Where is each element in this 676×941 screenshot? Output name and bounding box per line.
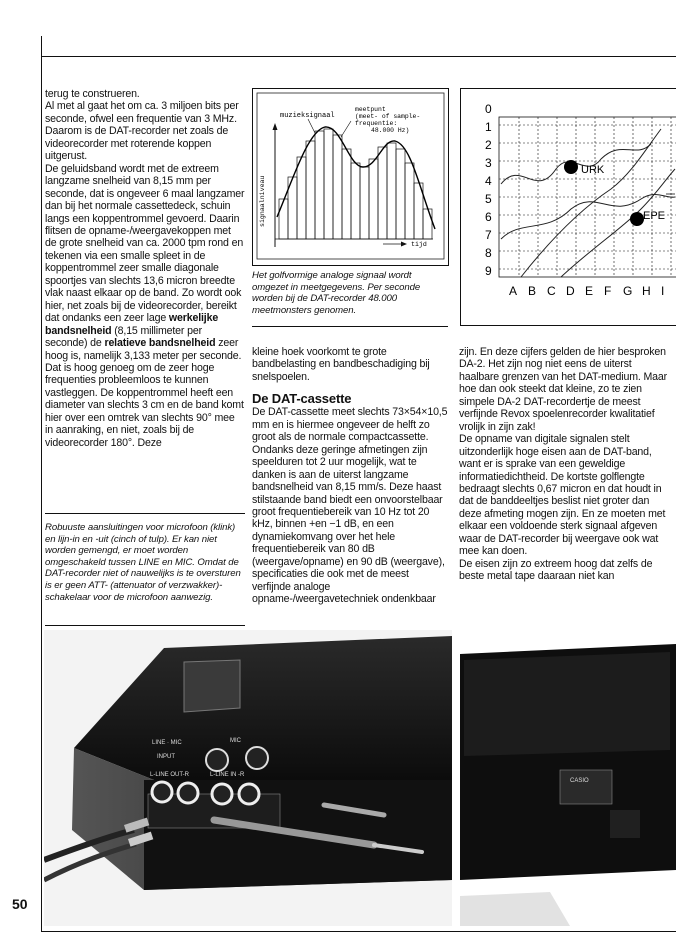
map-col-label: H — [642, 284, 651, 298]
map-col-label: C — [547, 284, 556, 298]
bold-term-2: relatieve bandsnelheid — [104, 337, 216, 350]
col2-paragraph-2: De DAT-cassette meet slechts 73×54×10,5 mm en is hiermee ongeveer de helft zo groot als de normale compactcassette. Ondanks deze geringe afmetingen zijn speelduren tot 2 uur mogelijk, wat te danken is aan de uiterst langzame bandsnelheid van 8,15 mm/s. Deze haast stilstaande band biedt een onvoorstelbaar groot frequentiebereik van 10 Hz tot 20 kHz, binnen +en −1 dB, en een dynamiekomvang over het hele frequentiebereik van 80 dB (weergave/opname) en 90 dB (weergave), specificaties die ook met de meest verfijnde analoge opname-/weergavetechniek ondenkbaar — [252, 406, 448, 606]
graph-ylabel: signaalniveau — [259, 175, 266, 227]
graph-xlabel: tijd — [411, 241, 427, 248]
map-col-label: D — [566, 284, 575, 298]
rca-line-out-l — [152, 782, 172, 802]
side-photo — [460, 630, 676, 926]
map-road-4 — [561, 169, 675, 277]
label-line-out: L-LINE OUT-R — [150, 772, 190, 778]
sampling-graph — [253, 89, 448, 265]
graph-label-signal: muzieksignaal — [280, 112, 335, 120]
graph-caption-rule — [252, 326, 448, 327]
bottom-rule — [41, 931, 676, 932]
map-road-3 — [521, 129, 661, 277]
sampling-graph-figure — [252, 88, 449, 266]
map-point-urk — [564, 160, 578, 174]
label-line-in: L-LINE IN -R — [210, 772, 245, 778]
map-row-label: 3 — [485, 156, 492, 170]
map-row-label: 1 — [485, 120, 492, 134]
map-col-label: E — [585, 284, 594, 298]
graph-caption: Het golfvormige analoge signaal wordt omgezet in meetgegevens. Per seconde worden bij de DAT-recorder 48.000 meetmonsters genomen. — [252, 270, 421, 316]
map-col-label: F — [604, 284, 612, 298]
map-row-label: 8 — [485, 246, 492, 260]
map-label-urk: URK — [581, 164, 605, 176]
map-col-label: B — [528, 284, 537, 298]
column-1 — [45, 88, 245, 449]
column-3 — [459, 346, 673, 583]
col1-paragraph-2: Al met al gaat het om ca. 3 miljoen bits per seconde, ofwel een frequentie van 3 MHz. Daarom is de DAT-recorder net zoals de videorecorder met roterende koppen uitgerust. — [45, 100, 239, 163]
caption-rule-bottom — [45, 625, 245, 626]
col3-paragraph-3: De eisen zijn zo extreem hoog dat zelfs de beste metal tape daaraan niet kan — [459, 557, 653, 583]
map-col-label: G — [623, 284, 633, 298]
page-number: 50 — [12, 896, 28, 912]
map-row-label: 5 — [485, 192, 492, 206]
photo-caption: Robuuste aansluitingen voor microfoon (klink) en lijn-in en -uit (cinch of tulp). Er kan niet worden gemengd, er moet worden omgeschakeld tussen LINE en MIC. Omdat de DAT-recorder niet of nauwelijks is te oversturen is er geen ATT- (attenuator of verzwakker)-schakelaar voor de microfoon aanwezig. — [45, 522, 241, 603]
map-figure — [460, 88, 676, 326]
section-heading: De DAT-cassette — [252, 391, 352, 407]
col1-paragraph-1: terug te construeren. — [45, 88, 140, 100]
mic-jack-left — [206, 749, 228, 771]
map-label-epe: EPE — [643, 210, 666, 222]
label-line-mic: LINE · MIC — [152, 740, 182, 746]
col2-paragraph-1: kleine hoek voorkomt te grote bandbelasting en bandbeschadiging bij snelspoelen. — [252, 346, 430, 383]
col1-paragraph-3: De geluidsband wordt met de extreem langzame snelheid van 8,15 mm per seconde, dat is ongeveer 6 maal langzamer dan bij het normale cassettedeck, schuin langs een koppentrommel gevoerd. Daarin flitsen de opname-/weergavekoppen met de grote snelheid van ca. 2000 tpm rond en tekenen via een smalle spleet in de koppentrommel zeer smalle diagonale spoortjes van slechts 13,6 micron breedte vlak naast elkaar op de band. Zo wordt ook hier, net zoals bij de videorecorder, bereikt dat ondanks een zeer lage werkelijke bandsnelheid (8,15 millimeter per seconde) de relatieve bandsnelheid zeer hoog is, namelijk 3,133 meter per seconde. Dat is hoog genoeg om de zeer hoge frequenties probleemloos te kunnen vastleggen. De koppentrommel heeft een diameter van slechts 3 cm en de band komt hier over een omtrek van slechts 90° mee in aanraking, en niet, zoals bij de videorecorder 180°. Deze — [45, 162, 245, 449]
map-col-label: I — [661, 284, 665, 298]
rca-line-out-r — [178, 783, 198, 803]
map-row-label: 7 — [485, 228, 492, 242]
recorder-photo — [44, 630, 452, 926]
rca-line-in-l — [212, 784, 232, 804]
col3-paragraph-1: zijn. En deze cijfers gelden de hier besproken DA-2. Het zijn nog niet eens de uiterst haalbare grenzen van het DAT-medium. Maar hoe dan ook steekt dat kleine, zo te zien simpele DA-2 DAT-recordertje de meest verfijnde Revox spoelenrecorder kwalitatief vrolijk in zijn zak! — [459, 346, 667, 433]
left-rule — [41, 36, 42, 932]
map-row-label: 4 — [485, 174, 492, 188]
rca-line-in-r — [239, 784, 259, 804]
top-rule — [42, 56, 676, 57]
label-input: INPUT — [157, 754, 175, 760]
col3-paragraph-2: De opname van digitale signalen stelt uitzonderlijk hoge eisen aan de DAT-band, want er is sprake van een geweldige informatiedichtheid. De kortste golflengte bedraagt slechts 0,67 micron en dat houdt in dat de banddeeltjes beslist niet groter dan deze afmeting mogen zijn. En ze moeten met elkaar een voldoende sterk signaal afgeven waar de DAT-recorder bij weergave ook wat mee kan doen. — [459, 433, 666, 558]
map-row-label: 2 — [485, 138, 492, 152]
label-brand: CASIO — [570, 778, 589, 784]
graph-label-meetpunt: meetpunt (meet- of sample- frequentie: 48.000 Hz) — [355, 106, 421, 134]
music-signal-curve — [277, 127, 435, 229]
map-point-epe — [630, 212, 644, 226]
map-row-label: 0 — [485, 102, 492, 116]
map-row-label: 9 — [485, 264, 492, 278]
map-col-label: A — [509, 284, 518, 298]
bold-term-1: werkelijke bandsnelheid — [45, 312, 219, 337]
column-2 — [252, 346, 448, 606]
grid-map — [461, 89, 676, 325]
map-row-label: 6 — [485, 210, 492, 224]
caption-rule — [45, 513, 245, 514]
sample-bars — [279, 129, 432, 239]
mic-jack-right — [246, 747, 268, 769]
label-mic: MIC — [230, 738, 241, 744]
